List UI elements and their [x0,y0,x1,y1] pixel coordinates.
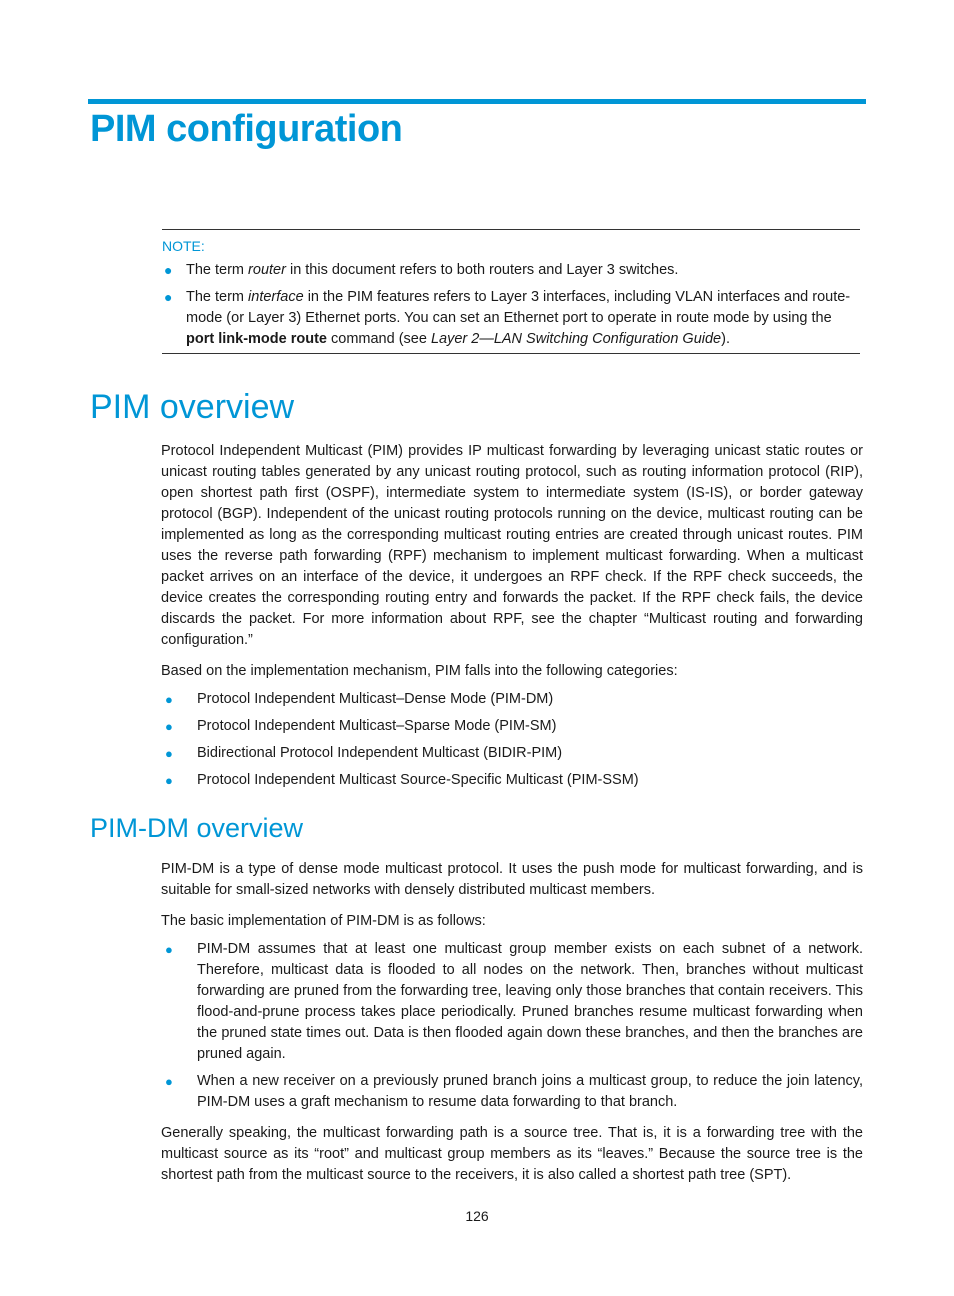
category-list [161,689,863,791]
bullet-icon: ● [165,719,173,734]
note-label: NOTE: [162,238,205,254]
bullet-icon: ● [164,289,173,305]
list-item: ● Protocol Independent Multicast–Dense Mode (PIM-DM) [161,689,863,710]
bullet-icon: ● [165,746,173,761]
bullet-icon: ● [164,262,173,278]
dm-content [161,859,863,1186]
section-heading-pim-dm-overview: PIM-DM overview [90,813,304,843]
paragraph: The basic implementation of PIM-DM is as follows: [161,913,486,929]
paragraph: Based on the implementation mechanism, PIM falls into the following categories: [161,663,678,679]
page-title: PIM configuration [90,108,403,150]
bullet-icon: ● [165,942,173,957]
list-item: ● Protocol Independent Multicast Source-Specific Multicast (PIM-SSM) [161,770,863,791]
list-item: ● When a new receiver on a previously pruned branch joins a multicast group, to reduce the join latency, PIM-DM uses a graft mechanism to resume data forwarding to that branch. [165,1073,863,1110]
note-item: ● The term router in this document refers to both routers and Layer 3 switches. [162,260,860,281]
list-item: ● Bidirectional Protocol Independent Multicast (BIDIR-PIM) [161,743,863,764]
paragraph: PIM-DM is a type of dense mode multicast protocol. It uses the push mode for multicast forwarding, and is suitable for small-sized networks with densely distributed multicast members. [161,861,863,898]
note-list [162,260,860,350]
paragraph: Protocol Independent Multicast (PIM) provides IP multicast forwarding by leveraging unicast static routes or unicast routing tables generated by any unicast routing protocol, such as routing information protocol (RIP), open shortest path first (OSPF), intermediate system to intermediate system (IS-IS), or border gateway protocol (BGP). Independent of the unicast routing protocols running on the device, multicast routing can be implemented as long as the corresponding multicast routing entries are created through unicast routes. PIM uses the reverse path forwarding (RPF) mechanism to implement multicast forwarding. When a multicast packet arrives on an interface of the device, it undergoes an RPF check. If the RPF check succeeds, the device creates the corresponding routing entry and forwards the packet. If the RPF check fails, the device discards the packet. For more information about RPF, see the chapter “Multicast routing and forwarding configuration.” [161,443,863,648]
page-number: 126 [465,1208,489,1224]
bullet-icon: ● [165,773,173,788]
note-item: ● The term interface in the PIM features refers to Layer 3 interfaces, including VLAN interfaces and route-mode (or Layer 3) Ethernet ports. You can set an Ethernet port to operate in route mode by using the port link-mode route command (see Layer 2—LAN Switching Configuration Guide). [164,289,851,347]
paragraph: Generally speaking, the multicast forwarding path is a source tree. That is, it is a forwarding tree with the multicast source as its “root” and multicast group members as its “leaves.” Because the source tree is the shortest path from the multicast source to the receivers, it is also called a shortest path tree (SPT). [161,1125,863,1183]
section-heading-pim-overview: PIM overview [90,388,295,426]
dm-points-list [161,939,863,1113]
list-item: ● Protocol Independent Multicast–Sparse Mode (PIM-SM) [161,716,863,737]
bullet-icon: ● [165,1074,173,1089]
term-interface: interface [248,289,304,305]
note-box [162,229,860,354]
overview-categories [161,661,863,791]
overview-intro [161,441,863,651]
command-text: port link-mode route [186,331,327,347]
list-item: ● PIM-DM assumes that at least one multicast group member exists on each subnet of a network. Therefore, multicast data is flooded to all nodes on the network. Then, branches without multicast forwarding are pruned from the forwarding tree, leaving only those branches that contain receivers. This flood-and-prune process takes place periodically. Pruned branches resume multicast forwarding when the pruned state times out. Data is then flooded again down these branches, and then the branches are pruned again. [165,941,863,1062]
term-router: router [248,262,286,278]
bullet-icon: ● [165,692,173,707]
title-rule [88,99,866,104]
guide-reference: Layer 2—LAN Switching Configuration Guide [430,331,722,347]
